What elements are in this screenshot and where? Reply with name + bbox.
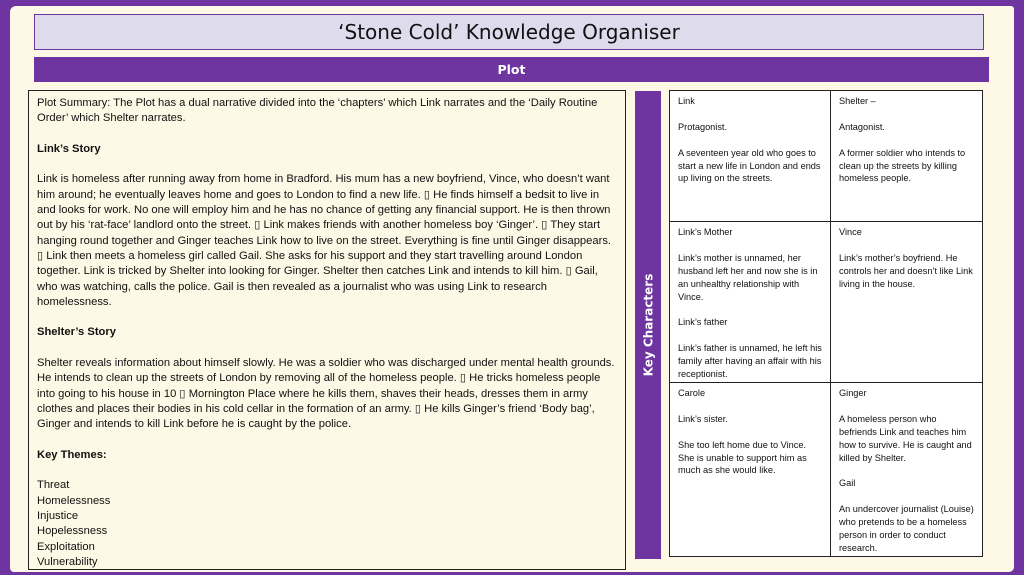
character-cell-shelter — [831, 91, 983, 222]
spacer — [839, 464, 975, 477]
spacer — [839, 239, 975, 252]
plot-summary-intro: Plot Summary: The Plot has a dual narrative divided into the ‘chapters’ which Link narrates and the ‘Daily Routine Order’ which Shelter narrates. — [37, 97, 598, 125]
theme-item: Threat — [37, 479, 70, 492]
character-description: Link’s father is unnamed, he left his family after having an affair with his receptionist. — [678, 343, 822, 379]
spacer — [37, 310, 617, 325]
character-name: Link’s father — [678, 317, 728, 328]
character-description: A former soldier who intends to clean up the streets by killing homeless people. — [839, 147, 966, 184]
spacer — [678, 329, 822, 342]
spacer — [839, 400, 975, 413]
spacer — [839, 108, 975, 121]
character-role: Antagonist. — [839, 121, 885, 132]
plot-label: Plot — [497, 62, 526, 77]
character-name: Carole — [678, 388, 706, 398]
character-name: Gail — [839, 478, 856, 489]
character-cell-link — [670, 91, 831, 222]
theme-item: Vulnerability — [37, 555, 98, 568]
character-description: A seventeen year old who goes to start a new life in London and ends up living on the streets. — [678, 147, 821, 184]
character-description: A homeless person who befriends Link and teaches him how to survive. He is caught and killed by Shelter. — [839, 413, 972, 463]
spacer — [37, 127, 617, 142]
spacer — [37, 341, 617, 356]
key-themes-heading: Key Themes: — [37, 448, 107, 461]
character-role: Link’s sister. — [678, 413, 728, 424]
character-role: Protagonist. — [678, 121, 728, 132]
character-cell-vince — [831, 222, 983, 383]
character-description: An undercover journalist (Louise) who pretends to be a homeless person in order to conduct research. — [839, 504, 974, 553]
links-story-heading: Link’s Story — [37, 142, 101, 155]
character-name: Ginger — [839, 388, 867, 398]
title-banner — [34, 14, 984, 50]
spacer — [678, 303, 822, 316]
spacer — [37, 433, 617, 448]
character-name: Shelter – — [839, 96, 876, 106]
spacer — [37, 157, 617, 172]
character-description: Link’s mother’s boyfriend. He controls her and doesn’t like Link living in the house. — [839, 252, 973, 289]
theme-item: Injustice — [37, 510, 79, 523]
spacer — [678, 426, 822, 439]
spacer — [678, 134, 822, 147]
spacer — [839, 490, 975, 503]
key-characters-sidebar — [635, 91, 661, 559]
key-characters-label: Key Characters — [641, 273, 655, 377]
character-name: Link — [678, 96, 695, 106]
character-cell-links-mother — [670, 222, 831, 383]
links-story-text: Link is homeless after running away from home in Bradford. His mum has a new boyfriend, Vince, who doesn’t want him around; he eventually leaves home and goes to London to find a new life. ▯ He finds himself a bedsit to live in and looks for work. No one will employ him and he has no chance of getting any financial support. He is then thrown out by his ‘rat-face’ landlord onto the street. ▯ Link makes friends with another homeless boy ‘Ginger’. ▯ They start hanging round together and Ginger teaches Link how to live on the street. Everything is fine until Ginger disappears. ▯ Link then meets a homeless girl called Gail. She asks for his support and they start travelling around London together. Link is tricked by Shelter into looking for Ginger. Shelter then catches Link and intends to kill him. ▯ Gail, who was watching, calls the police. Gail is then revealed as a journalist who was using Link to research homelessness. — [37, 173, 612, 308]
theme-item: Exploitation — [37, 540, 95, 553]
theme-item: Hopelessness — [37, 525, 108, 538]
character-name: Vince — [839, 227, 862, 237]
theme-item: Homelessness — [37, 494, 111, 507]
character-description: She too left home due to Vince. She is unable to support him as much as she would like. — [678, 439, 807, 476]
spacer — [37, 463, 617, 478]
character-cell-ginger — [831, 383, 983, 556]
shelters-story-text: Shelter reveals information about himself slowly. He was a soldier who was discharged under mental health grounds. He intends to clean up the streets of London by removing all of the homeless people. ▯ He tricks homeless people into going to his house in 10 ▯ Mornington Place where he kills them, shaves their heads, dresses them in army clothes and places their bodies in his cold cellar in the formation of an army. ▯ He kills Ginger’s friend ‘Body bag’, Ginger and intends to kill Link before he is caught by the police. — [37, 357, 615, 431]
spacer — [678, 400, 822, 413]
shelters-story-heading: Shelter’s Story — [37, 326, 116, 339]
spacer — [678, 239, 822, 252]
spacer — [839, 134, 975, 147]
character-name: Link’s Mother — [678, 227, 733, 237]
character-description: Link’s mother is unnamed, her husband left her and now she is in an unhealthy relationship with Vince. — [678, 252, 818, 302]
characters-table — [669, 90, 983, 557]
plot-section-header — [34, 57, 989, 82]
character-cell-carole — [670, 383, 831, 556]
page-title: ‘Stone Cold’ Knowledge Organiser — [338, 20, 680, 44]
plot-summary-box — [28, 90, 626, 570]
spacer — [678, 108, 822, 121]
